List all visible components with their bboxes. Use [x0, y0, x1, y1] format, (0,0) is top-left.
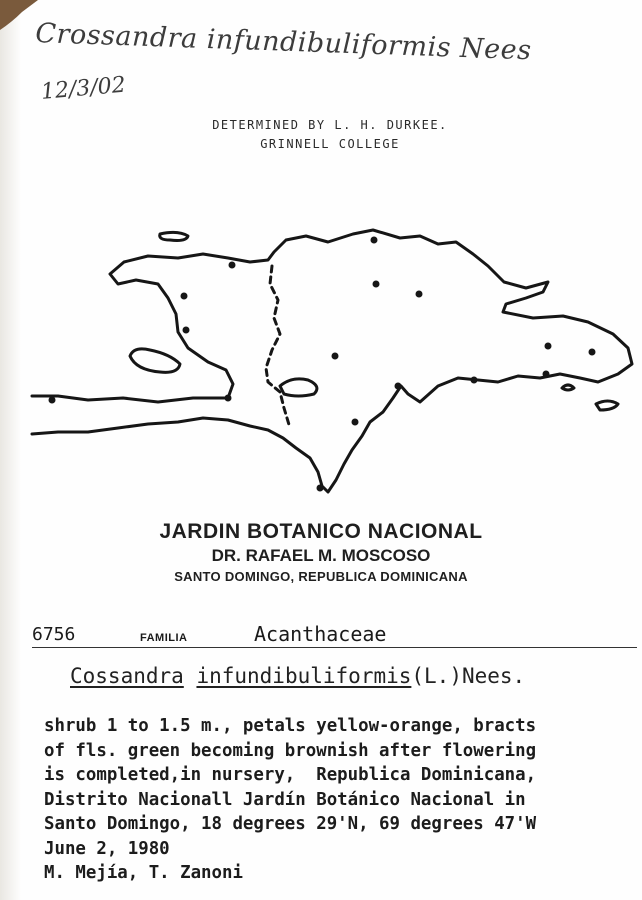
handwritten-date: 12/3/02: [40, 72, 127, 105]
gonave-island: [130, 349, 180, 372]
determiner-institution: GRINNELL COLLEGE: [260, 137, 400, 151]
familia-value: Acanthaceae: [254, 622, 387, 646]
border-dashed: [266, 266, 290, 428]
epithet: infundibuliformis: [196, 664, 412, 688]
paper-edge-shadow: [0, 0, 22, 900]
familia-label: FAMILIA: [140, 632, 188, 644]
hispaniola-map: [28, 222, 640, 502]
notes-line: Santo Domingo, 18 degrees 29'N, 69 degrees 47'W: [44, 814, 537, 834]
species-name: [70, 664, 525, 688]
notes-line: shrub 1 to 1.5 m., petals yellow-orange, bracts: [44, 716, 537, 736]
determiner-stamp: DETERMINED BY L. H. DURKEE.: [212, 118, 448, 132]
island-outline: [32, 230, 632, 492]
notes-line: Distrito Nacionall Jardín Botánico Nacional in: [44, 789, 526, 810]
authority: (L.)Nees.: [411, 664, 526, 688]
family-row: [32, 620, 637, 650]
collection-points: [49, 237, 596, 492]
torn-corner: [0, 0, 40, 30]
tortuga-island: [160, 232, 188, 240]
notes-line: is completed,in nursery, Republica Dominicana,: [44, 765, 537, 785]
family-rule: [32, 647, 637, 648]
saona-island: [596, 401, 618, 410]
genus: Cossandra: [70, 664, 184, 688]
institution-location: SANTO DOMINGO, REPUBLICA DOMINICANA: [174, 569, 468, 584]
islet: [562, 385, 574, 390]
institution-director: DR. RAFAEL M. MOSCOSO: [211, 546, 431, 565]
notes-line: of fls. green becoming brownish after flowering: [44, 740, 537, 761]
specimen-notes: [44, 714, 536, 886]
institution-name: JARDIN BOTANICO NACIONAL: [159, 520, 483, 543]
notes-line: M. Mejía, T. Zanoni: [44, 863, 243, 883]
notes-line: June 2, 1980: [44, 838, 170, 859]
handwritten-determination: Crossandra infundibuliformis Nees: [34, 18, 533, 67]
accession-number: 6756: [32, 624, 76, 645]
lake-enriquillo: [280, 379, 317, 396]
